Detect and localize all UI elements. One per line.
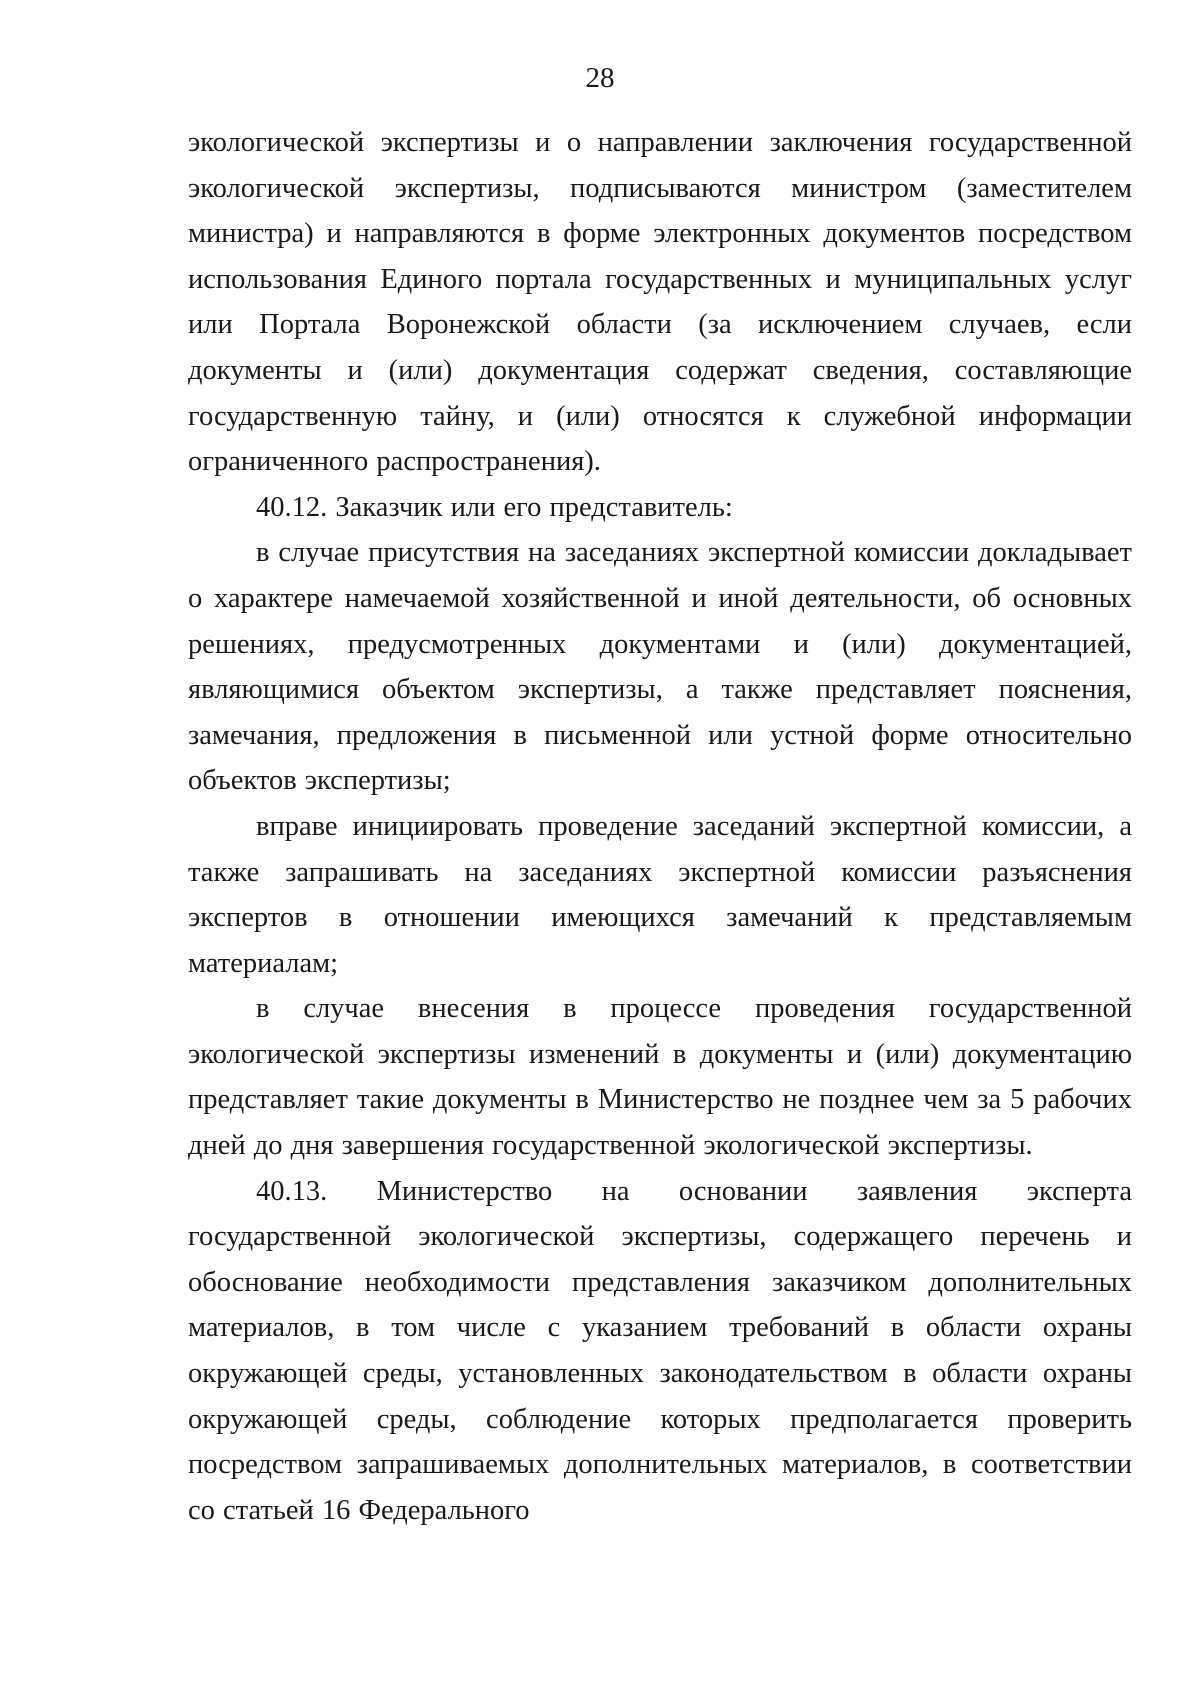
paragraph-clause-40-12: 40.12. Заказчик или его представитель: <box>256 491 733 523</box>
paragraph-initiate-meetings: вправе инициировать проведение заседаний экспертной комиссии, а также запрашивать на заседаниях экспертной комиссии разъяснения экспертов в отношении имеющихся замечаний к представляемым материалам; <box>188 810 1132 979</box>
paragraph-continuation: экологической экспертизы и о направлении заключения государственной экологической экспертизы, подписываются министром (заместителем министра) и направляются в форме электронных документов посредством использования Единого портала государственных и муниципальных услуг или Портала Воронежской области (за исключением случаев, если документы и (или) документация содержат сведения, составляющие государственную тайну, и (или) относятся к служебной информации ограниченного распространения). <box>188 127 1132 478</box>
page-number: 28 <box>585 62 615 94</box>
paragraph-document-changes: в случае внесения в процессе проведения государственной экологической экспертизы изменений в документы и (или) документацию представляет такие документы в Министерство не позднее чем за 5 рабочих дней до дня завершения государственной экологической экспертизы. <box>188 993 1132 1162</box>
paragraph-clause-40-13: 40.13. Министерство на основании заявления эксперта государственной экологической экспертизы, содержащего перечень и обоснование необходимости представления заказчиком дополнительных материалов, в том числе с указанием требований в области охраны окружающей среды, установленных законодательством в области охраны окружающей среды, соблюдение которых предполагается проверить посредством запрашиваемых дополнительных материалов, в соответствии со статьей 16 Федерального <box>188 1175 1132 1526</box>
paragraph-presence-at-meetings: в случае присутствия на заседаниях экспертной комиссии докладывает о характере намечаемой хозяйственной и иной деятельности, об основных решениях, предусмотренных документами и (или) документацией, являющимися объектом экспертизы, а также представляет пояснения, замечания, предложения в письменной или устной форме относительно объектов экспертизы; <box>188 537 1132 797</box>
document-body <box>188 120 1132 1533</box>
